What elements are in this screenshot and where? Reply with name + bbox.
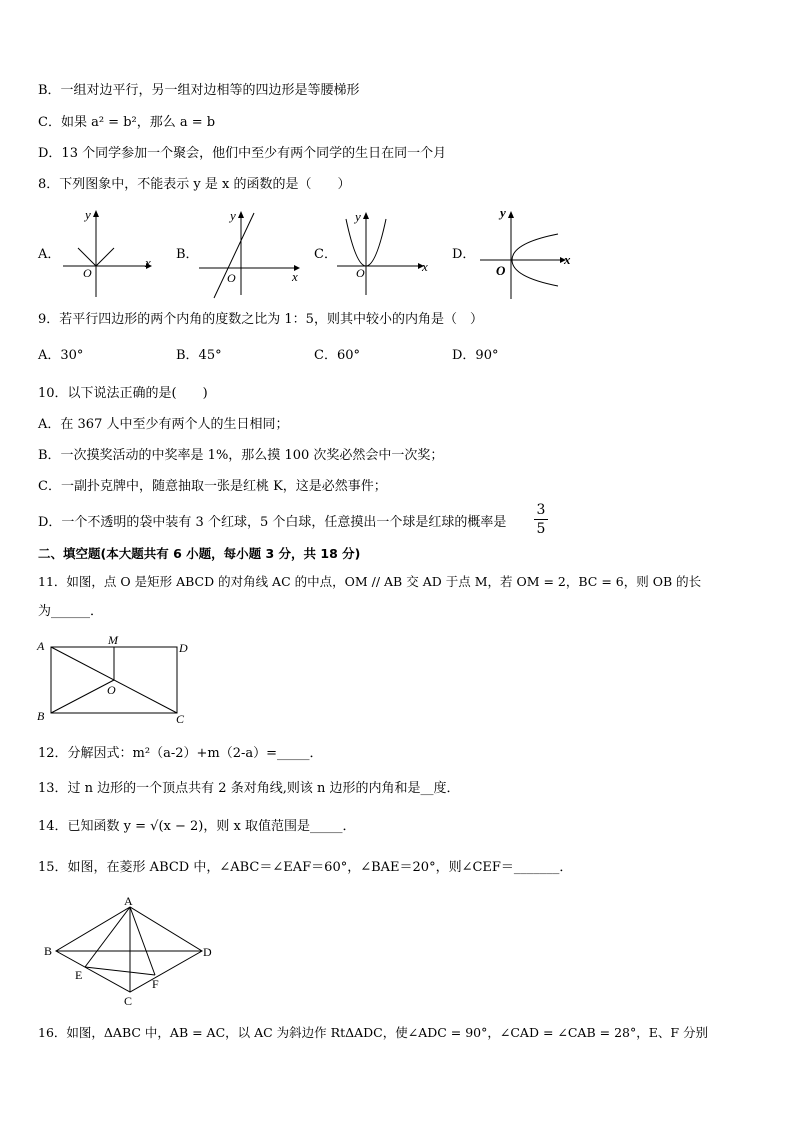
q12: 12．分解因式：m²（a-2）+m（2-a）=_____． xyxy=(38,746,323,761)
q9-option-a: A．30° xyxy=(38,348,84,363)
q8-c-y-label: y xyxy=(355,209,361,224)
q7-option-c: C．如果 a² = b²，那么 a = b xyxy=(38,115,216,130)
q8-d-x-label: x xyxy=(564,252,571,267)
q8-b-x-label: x xyxy=(292,269,298,284)
q8-a-x-label: x xyxy=(145,255,151,270)
q8-stem: 8．下列图象中，不能表示 y 是 x 的函数的是（ ） xyxy=(38,177,351,192)
q10-fraction xyxy=(534,502,548,537)
q10-option-a: A．在 367 人中至少有两个人的生日相同； xyxy=(38,417,289,432)
q8-graph-b xyxy=(196,205,306,300)
q7-option-b: B．一组对边平行，另一组对边相等的四边形是等腰梯形 xyxy=(38,83,360,98)
q10-option-d: D．一个不透明的袋中装有 3 个红球，5 个白球，任意摸出一个球是红球的概率是 xyxy=(38,515,507,530)
q15-rhombus-diagram xyxy=(40,893,220,1008)
q11-stem-line1: 11．如图，点 O 是矩形 ABCD 的对角线 AC 的中点，OM // AB 交 AD 于点 M，若 OM = 2，BC = 6，则 OB 的长 xyxy=(38,574,702,589)
q8-b-y-label: y xyxy=(230,208,236,223)
q11-rectangle-diagram xyxy=(34,632,204,727)
q8-graph-c xyxy=(334,205,434,300)
q8-d-origin-label: O xyxy=(496,263,506,278)
q15-label-c: C xyxy=(124,994,133,1008)
q8-option-d-label: D． xyxy=(452,247,476,262)
q8-option-b-label: B． xyxy=(176,247,199,262)
q13: 13．过 n 边形的一个顶点共有 2 条对角线,则该 n 边形的内角和是__度． xyxy=(38,781,460,796)
q9-stem: 9．若平行四边形的两个内角的度数之比为 1：5，则其中较小的内角是（ ） xyxy=(38,312,483,327)
q15-stem: 15．如图，在菱形 ABCD 中，∠ABC＝∠EAF＝60°，∠BAE＝20°，则∠CEF＝_______． xyxy=(38,860,573,875)
q8-d-y-label: y xyxy=(500,205,506,220)
q8-graph-d xyxy=(472,203,582,303)
q15-label-e: E xyxy=(75,968,83,982)
q11-label-o: O xyxy=(107,683,116,697)
q8-graph-a xyxy=(58,205,158,300)
q7-option-d: D．13 个同学参加一个聚会，他们中至少有两个同学的生日在同一个月 xyxy=(38,146,447,161)
q11-stem-line2: 为______． xyxy=(38,604,104,619)
q15-label-f: F xyxy=(152,977,159,991)
q8-a-origin-label: O xyxy=(83,266,92,280)
q9-option-c: C．60° xyxy=(314,348,360,363)
q10-fraction-denominator: 5 xyxy=(536,521,546,537)
q11-label-c: C xyxy=(176,712,185,726)
q15-label-a: A xyxy=(124,894,133,908)
q10-option-c: C．一副扑克牌中，随意抽取一张是红桃 K，这是必然事件； xyxy=(38,479,387,494)
q10-option-b: B．一次摸奖活动的中奖率是 1%，那么摸 100 次奖必然会中一次奖； xyxy=(38,448,444,463)
q8-option-c-label: C． xyxy=(314,247,337,262)
q14: 14．已知函数 y = √(x − 2)，则 x 取值范围是_____． xyxy=(38,819,356,834)
q11-label-b: B xyxy=(37,709,45,723)
section-2-heading: 二、填空题(本大题共有 6 小题，每小题 3 分，共 18 分) xyxy=(38,546,361,561)
q8-option-a-label: A． xyxy=(38,247,61,262)
q11-label-m: M xyxy=(108,633,118,647)
q10-fraction-numerator: 3 xyxy=(536,502,546,518)
q11-label-d: D xyxy=(179,641,188,655)
q16-stem: 16．如图，ΔABC 中，AB = AC，以 AC 为斜边作 RtΔADC，使∠ADC = 90°，∠CAD = ∠CAB = 28°，E、F 分别 xyxy=(38,1025,708,1040)
q8-c-x-label: x xyxy=(422,259,428,274)
q8-a-y-label: y xyxy=(85,207,91,222)
q11-label-a: A xyxy=(37,639,45,653)
q8-b-origin-label: O xyxy=(227,271,236,285)
q10-stem: 10．以下说法正确的是( ) xyxy=(38,386,208,401)
q15-label-b: B xyxy=(44,944,53,958)
q9-option-b: B．45° xyxy=(176,348,222,363)
q8-c-origin-label: O xyxy=(356,266,365,280)
q9-option-d: D．90° xyxy=(452,348,499,363)
q15-label-d: D xyxy=(203,945,212,959)
